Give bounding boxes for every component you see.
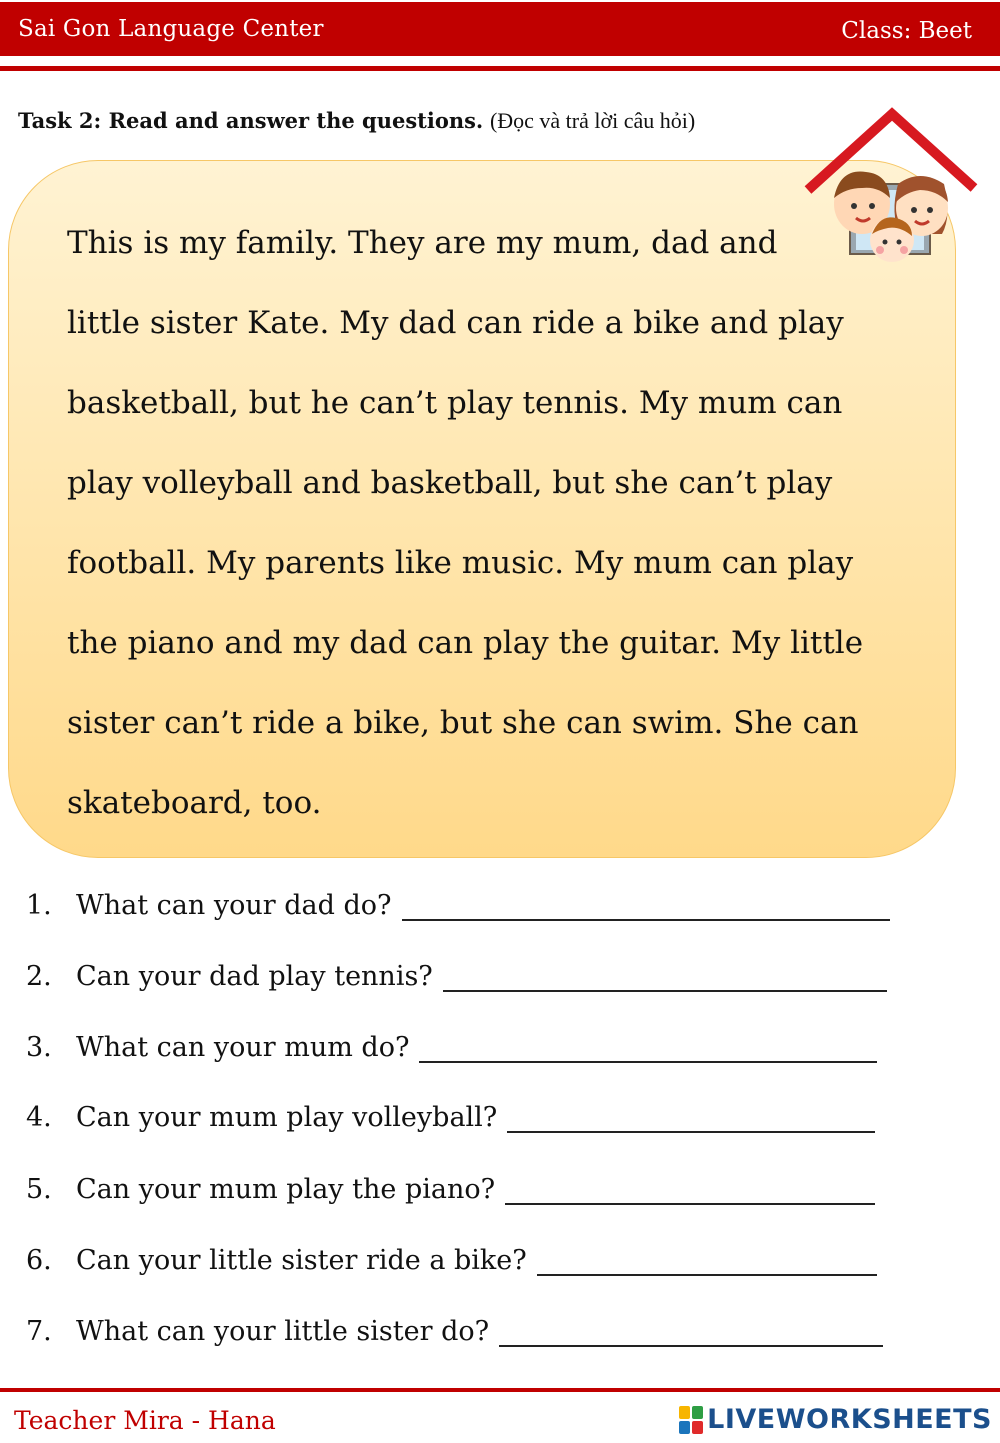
- story-line: skateboard, too.: [67, 785, 322, 821]
- story-line: This is my family. They are my mum, dad and: [67, 225, 778, 261]
- question-text: Can your mum play volleyball?: [76, 1102, 498, 1133]
- answer-blank-6[interactable]: [537, 1252, 877, 1276]
- question-text: Can your dad play tennis?: [76, 961, 433, 992]
- question-number: 4.: [26, 1102, 52, 1133]
- question-text: What can your little sister do?: [76, 1316, 490, 1347]
- question-7: [26, 1316, 883, 1347]
- family-house-icon: [800, 106, 980, 266]
- answer-blank-1[interactable]: [402, 897, 890, 921]
- question-number: 7.: [26, 1316, 52, 1347]
- story-line: little sister Kate. My dad can ride a bike and play: [67, 305, 844, 341]
- liveworksheets-brand[interactable]: [679, 1404, 992, 1435]
- question-text: Can your mum play the piano?: [76, 1174, 496, 1205]
- story-line: the piano and my dad can play the guitar. My little: [67, 625, 864, 661]
- task-title: Task 2: Read and answer the questions.: [18, 108, 484, 133]
- center-name: Sai Gon Language Center: [18, 16, 324, 42]
- task-heading: [18, 108, 695, 134]
- header-bar: [0, 2, 1000, 56]
- answer-blank-3[interactable]: [419, 1039, 877, 1063]
- question-number: 1.: [26, 890, 52, 921]
- question-3: [26, 1032, 877, 1063]
- class-label: Class: Beet: [841, 18, 972, 44]
- question-5: [26, 1174, 875, 1205]
- story-text: [67, 203, 927, 843]
- question-number: 5.: [26, 1174, 52, 1205]
- question-2: [26, 961, 887, 992]
- brand-name: LIVEWORKSHEETS: [707, 1404, 992, 1435]
- question-6: [26, 1245, 877, 1276]
- liveworksheets-logo-icon: [679, 1406, 703, 1434]
- header-divider: [0, 66, 1000, 71]
- question-number: 6.: [26, 1245, 52, 1276]
- answer-blank-5[interactable]: [505, 1181, 875, 1205]
- answer-blank-4[interactable]: [507, 1109, 875, 1133]
- question-text: What can your mum do?: [76, 1032, 410, 1063]
- footer-divider: [0, 1388, 1000, 1392]
- question-text: Can your little sister ride a bike?: [76, 1245, 527, 1276]
- story-line: basketball, but he can’t play tennis. My mum can: [67, 385, 843, 421]
- question-number: 3.: [26, 1032, 52, 1063]
- story-line: play volleyball and basketball, but she can’t play: [67, 465, 833, 501]
- teacher-name: Teacher Mira - Hana: [14, 1406, 276, 1435]
- question-1: [26, 890, 890, 921]
- task-subtitle: (Đọc và trả lời câu hỏi): [489, 108, 696, 133]
- answer-blank-7[interactable]: [499, 1323, 883, 1347]
- story-line: football. My parents like music. My mum can play: [67, 545, 854, 581]
- story-line: sister can’t ride a bike, but she can swim. She can: [67, 705, 859, 741]
- answer-blank-2[interactable]: [443, 968, 887, 992]
- question-number: 2.: [26, 961, 52, 992]
- question-text: What can your dad do?: [76, 890, 392, 921]
- question-4: [26, 1102, 875, 1133]
